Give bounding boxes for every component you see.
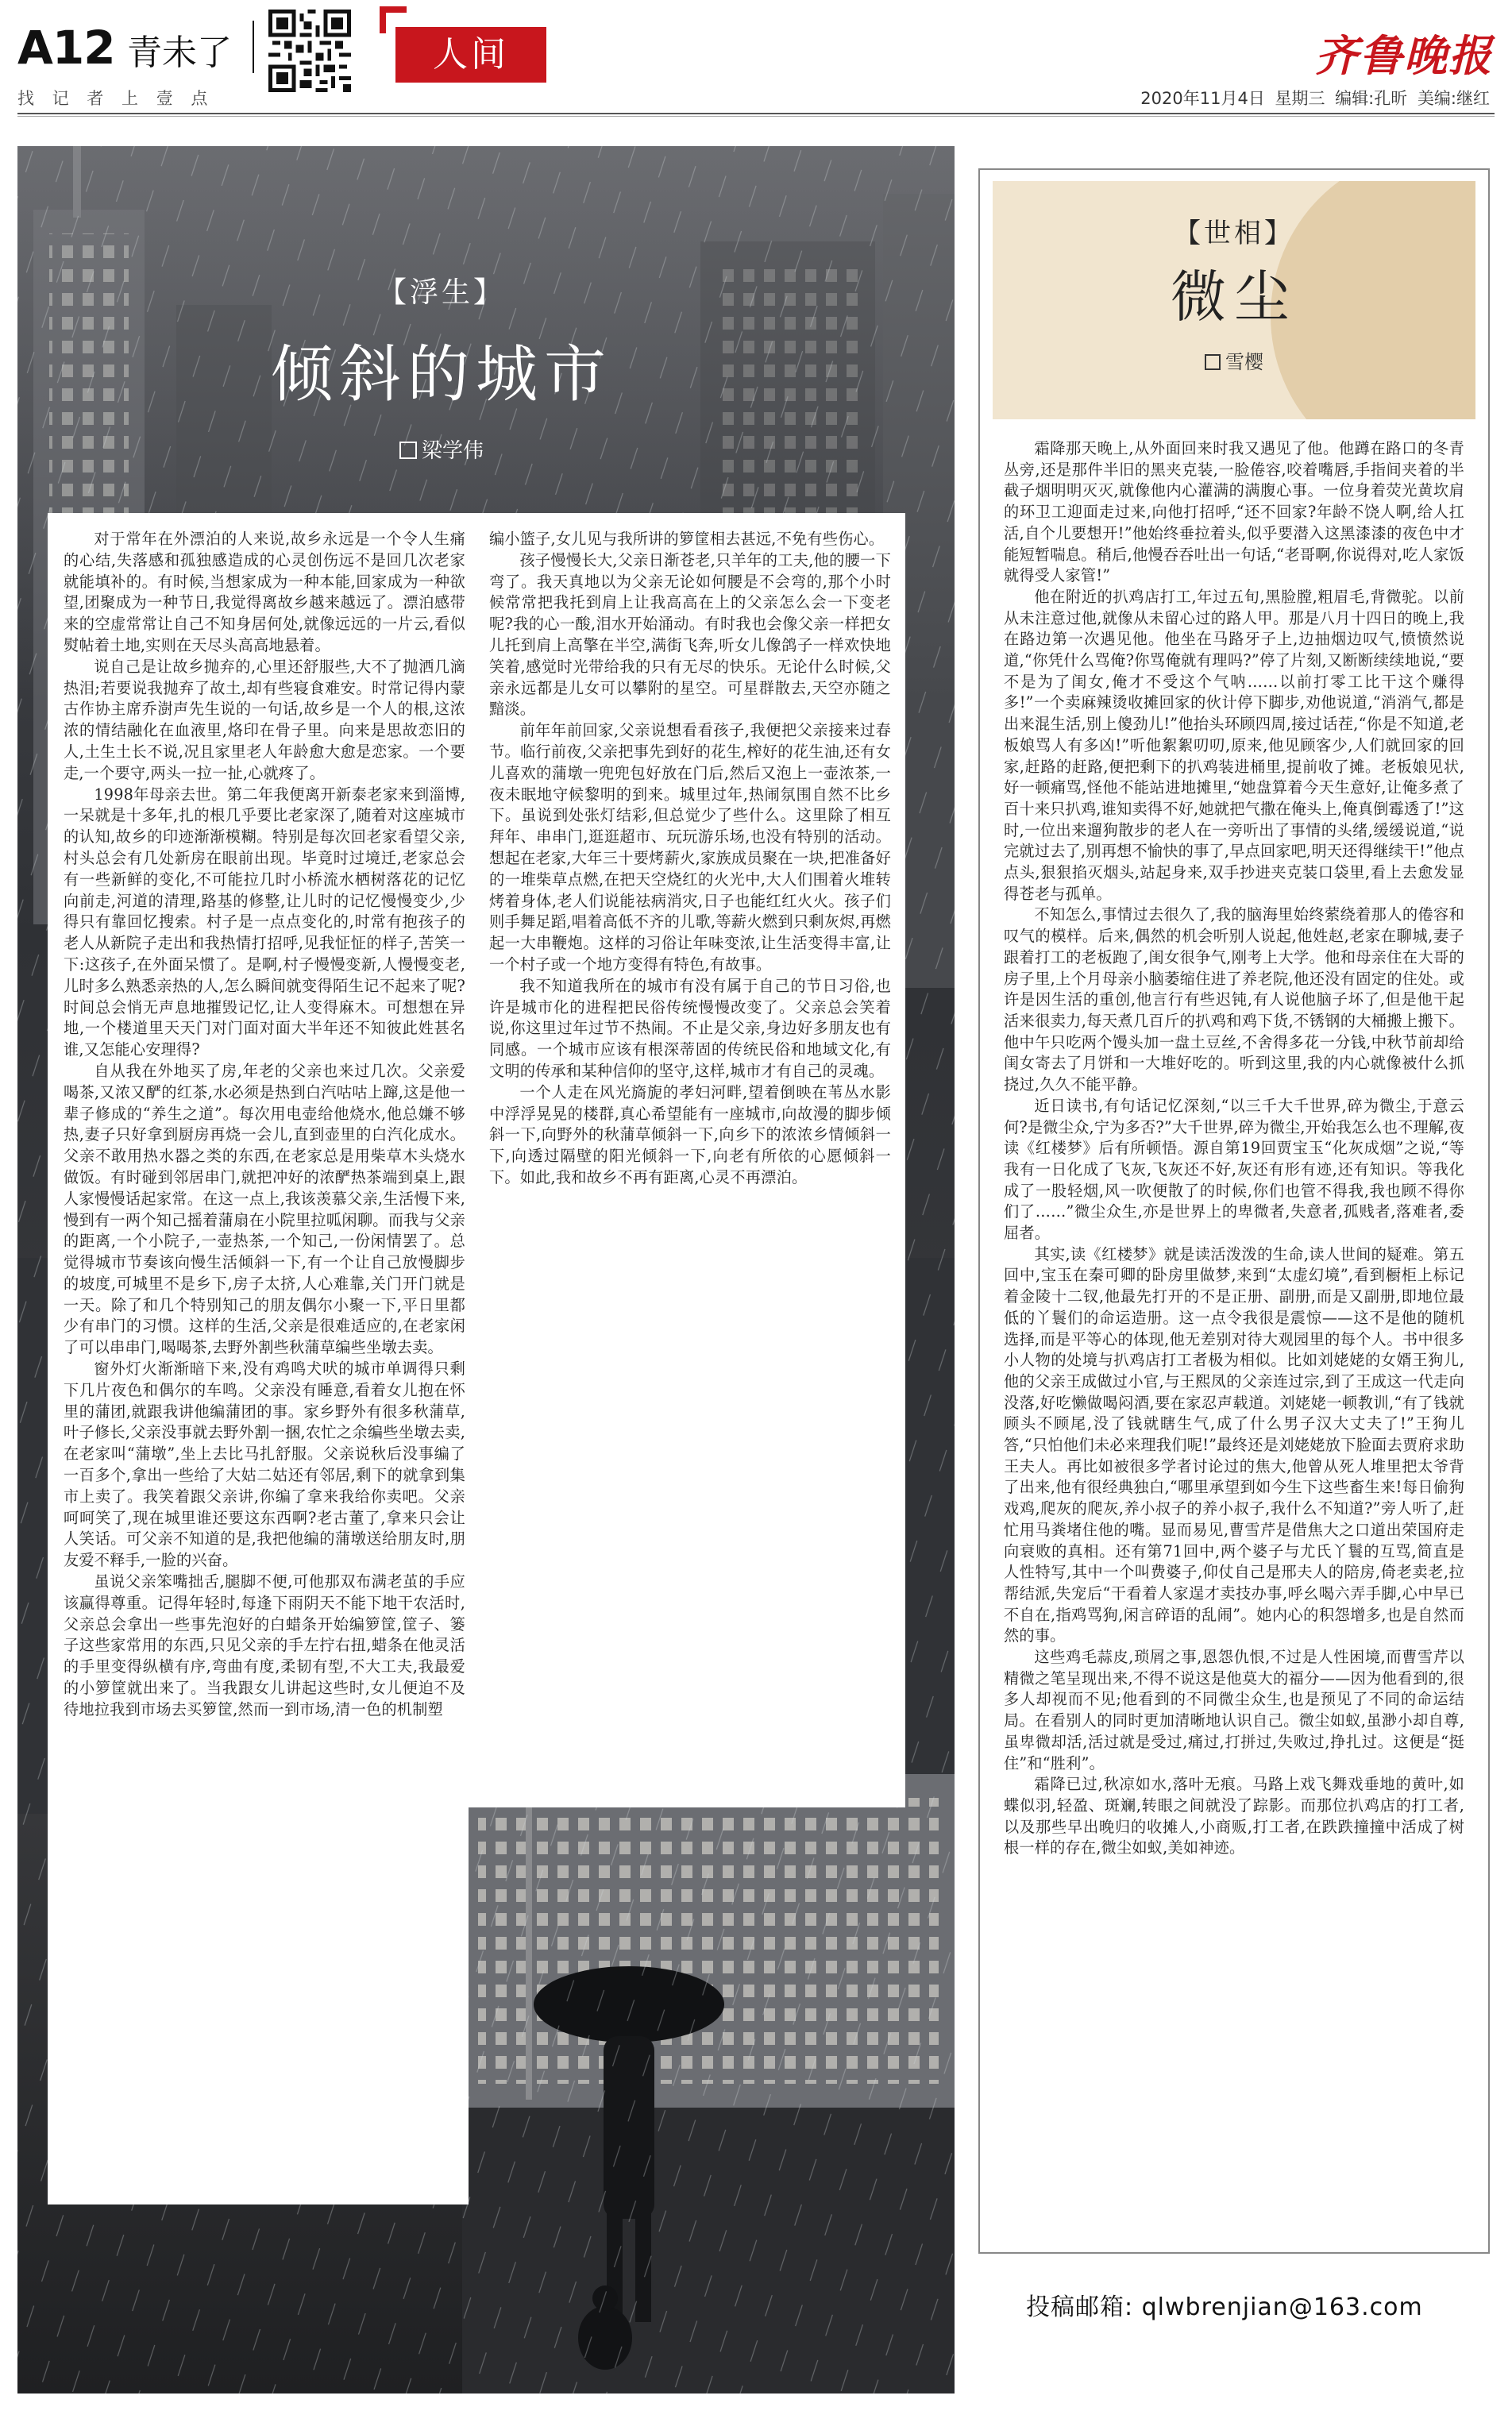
right-article [978,168,1493,2398]
right-article-frame [978,168,1490,2254]
page-number: A12 [17,21,115,75]
qr-code-icon[interactable] [268,10,351,92]
paragraph: 自从我在外地买了房,年老的父亲也来过几次。父亲爱喝茶,又浓又酽的红茶,水必须是热到白汽咕咕上蹿,这是他一辈子修成的“养生之道”。每次用电壶给他烧水,他总嫌不够热,妻子只好拿到厨房再烧一会儿,直到壶里的白汽化成水。父亲不敢用热水器之类的东西,在老家总是用柴草木头烧水做饭。有时碰到邻居串门,就把冲好的浓酽热茶端到桌上,跟人家慢慢话起家常。在这一点上,我该羡慕父亲,生活慢下来,慢到有一两个知己摇着蒲扇在小院里拉呱闲聊。而我与父亲的距离,一个小院子,一壶热茶,一个知己,一份闲情罢了。总觉得城市节奏该向慢生活倾斜一下,有一个让自己放慢脚步的坡度,可城里不是乡下,房子太挤,人心难靠,关门开门就是一天。除了和几个特别知己的朋友偶尔小聚一下,平日里都少有串门的习惯。这样的生活,父亲是很难适应的,在老家闲了可以串串门,喝喝茶,去野外割些秋蒲草编些坐墩去卖。 [64,1061,465,1357]
paragraph: 1998年母亲去世。第二年我便离开新泰老家来到淄博,一呆就是十多年,扎的根几乎要比老家深了,随着对这座城市的认知,故乡的印迹渐渐模糊。特别是每次回老家看望父亲,村头总会有几处新房在眼前出现。毕竟时过境迁,老家总会有一些新鲜的变化,不可能拉几时小桥流水栖树落花的记忆向前走,河道的清理,路基的修整,让儿时的记忆慢慢变少,少得只有靠回忆搜索。村子是一点点变化的,时常有抱孩子的老人从新院子走出和我热情打招呼,见我怔怔的样子,苦笑一下:这孩子,在外面呆惯了。是啊,村子慢慢变新,人慢慢变老,儿时多么熟悉亲热的人,怎么瞬间就变得陌生记不起来了呢?时间总会悄无声息地摧毁记忆,让人变得麻木。可想想在异地,一个楼道里天天门对门面对面大半年还不知彼此姓甚名谁,又怎能心安理得? [64,785,465,1059]
left-article-column-2 [489,529,891,1189]
paragraph: 我不知道我所在的城市有没有属于自己的节日习俗,也许是城市化的进程把民俗传统慢慢改变了。父亲总会笑着说,你这里过年过节不热闹。不止是父亲,身边好多朋友也有同感。一个城市应该有根深蒂固的传统民俗和地域文化,有文明的传承和某种信仰的坚守,这样,城市才有自己的灵魂。 [489,976,891,1080]
left-article-panel-extension [48,1807,469,2204]
header-rule [17,113,1495,114]
paragraph: 虽说父亲笨嘴拙舌,腿脚不便,可他那双布满老茧的手应该赢得尊重。记得年轻时,每逢下雨阴天不能下地干农活时,父亲总会拿出一些事先泡好的白蜡条开始编箩筐,筐子、篓子这些家常用的东西,只见父亲的手左拧右扭,蜡条在他灵活的手里变得纵横有序,弯曲有度,柔韧有型,不大工夫,我最爱的小箩筐就出来了。当我跟女儿讲起这些时,女儿便迫不及待地拉我到市场去买箩筐,然而一到市场,清一色的机制塑 [64,1572,465,1718]
paragraph: 孩子慢慢长大,父亲日渐苍老,只羊年的工夫,他的腰一下弯了。我天真地以为父亲无论如何腰是不会弯的,那个小时候常常把我托到肩上让我高高在上的父亲怎么会一下变老呢?我的心一酸,泪水开始涌动。有时我也会像父亲一样把女儿托到肩上高擎在半空,满街飞奔,听女儿像鸽子一样欢快地笑着,感觉时光带给我的只有无尽的快乐。无论什么时候,父亲永远都是儿女可以攀附的星空。可星群散去,天空亦随之黯淡。 [489,550,891,719]
right-article-author: 雪樱 [993,346,1475,374]
paragraph: 一个人走在风光旖旎的孝妇河畔,望着倒映在苇丛水影中浮浮晃晃的楼群,真心希望能有一座城市,向故漫的脚步倾斜一下,向野外的秋蒲草倾斜一下,向乡下的浓浓乡情倾斜一下,向透过隔壁的阳光倾斜一下,向老有所依的心愿倾斜一下。如此,我和故乡不再有距离,心灵不再漂泊。 [489,1082,891,1186]
paragraph: 近日读书,有句话记忆深刻,“以三千大千世界,碎为微尘,于意云何?是微尘众,宁为多否?”大千世界,碎为微尘,开始我怎么也不理解,夜读《红楼梦》后有所顿悟。源自第19回贾宝玉“化灰成烟”之说,“等我有一日化成了飞灰,飞灰还不好,灰还有形有迹,还有知识。等我化成了一股轻烟,风一吹便散了的时候,你们也管不得我,我也顾不得你们了……”微尘众生,亦是世界上的卑微者,失意者,孤贱者,落难者,委屈者。 [1004,1096,1464,1243]
header-divider [253,21,254,73]
left-article-author: 梁学伟 [235,434,648,464]
paragraph: 霜降已过,秋凉如水,落叶无痕。马路上戏飞舞戏垂地的黄叶,如蝶似羽,轻盈、斑斓,转眼之间就没了踪影。而那位扒鸡店的打工者,以及那些早出晚归的收摊人,小商贩,打工者,在跌跌撞撞中活成了树根一样的存在,微尘如蚁,美如神迹。 [1004,1775,1464,1857]
left-article-tag: 【浮生】 [377,276,505,309]
page-name: 青未了 [127,33,232,73]
section-label: 人间 [380,6,570,86]
left-article-title: 倾斜的城市 [270,339,612,411]
paragraph: 编小篮子,女儿见与我所讲的箩筐相去甚远,不免有些伤心。 [489,530,885,548]
paragraph: 说自己是让故乡抛弃的,心里还舒服些,大不了抛洒几滴热泪;若要说我抛弃了故土,却有些寝食难安。时常记得内蒙古作协主席乔澍声先生说的一句话,故乡是一个人的根,这浓浓的情结融化在血液里,烙印在骨子里。向来是思故恋旧的人,土生土长不说,况且家里老人年龄愈大愈是恋家。一个要走,一个要守,两头一拉一扯,心就疼了。 [64,657,465,782]
paragraph: 前年年前回家,父亲说想看看孩子,我便把父亲接来过春节。临行前夜,父亲把事先到好的花生,榨好的花生油,还有女儿喜欢的蒲墩一兜兜包好放在门后,然后又泡上一壶浓茶,一夜未眠地守候黎明的到来。城里过年,热闹氛围自然不比乡下。虽说到处张灯结彩,但总觉少了些什么。这里除了相互拜年、串串门,逛逛超市、玩玩游乐场,也没有特别的活动。想起在老家,大年三十要烤薪火,家族成员聚在一块,把准备好的一堆柴草点燃,在把天空烧红的火光中,大人们围着火堆转烤着身体,老人们说能祛病消灾,日子也能红红火火。孩子们则手舞足蹈,唱着高低不齐的儿歌,等薪火燃到只剩灰烬,再燃起一大串鞭炮。这样的习俗让年味变浓,让生活变得丰富,让一个村子或一个地方变得有特色,有故事。 [489,721,891,974]
right-article-title: 微尘 [1171,264,1298,330]
author-box-icon [1205,354,1221,370]
paragraph: 窗外灯火渐渐暗下来,没有鸡鸣犬吠的城市单调得只剩下几片夜色和偶尔的车鸣。父亲没有睡意,看着女儿抱在怀里的蒲团,就跟我讲他编蒲团的事。家乡野外有很多秋蒲草,叶子修长,父亲没事就去野外割一捆,农忙之余编些坐墩去卖,在老家叫“蒲墩”,坐上去比马扎舒服。父亲说秋后没事编了一百多个,拿出一些给了大姑二姑还有邻居,剩下的就拿到集市上卖了。我笑着跟父亲讲,你编了拿来我给你卖吧。父亲呵呵笑了,现在城里谁还要这东西啊?老古董了,拿来只会让人笑话。可父亲不知道的是,我把他编的蒲墩送给朋友时,朋友爱不释手,一脸的兴奋。 [64,1360,465,1570]
right-article-body [1004,438,1464,1859]
paragraph: 霜降那天晚上,从外面回来时我又遇见了他。他蹲在路口的冬青丛旁,还是那件半旧的黑夹克装,一脸倦容,咬着嘴唇,手指间夹着的半截子烟明明灭灭,就像他内心灌满的满腹心事。一位身着荧光黄坎肩的环卫工迎面走过来,向他打招呼,“还不回家?年龄不饶人啊,给人扛活,自个儿要想开!”他始终垂拉着头,似乎要潜入这黑漆漆的夜色中才能短暂喘息。稍后,他慢吞吞吐出一句话,“老哥啊,你说得对,吃人家饭就得受人家管!” [1004,439,1464,585]
paragraph: 这些鸡毛蒜皮,琐屑之事,恩怨仇恨,不过是人性困境,而曹雪芹以精微之笔呈现出来,不得不说这是他莫大的福分——因为他看到的,很多人却视而不见;他看到的不同微尘众生,也是预见了不同的命运结局。在看别人的同时更加清晰地认识自己。微尘如蚁,虽渺小却自尊,虽卑微却活,活过就是受过,痛过,打拼过,失败过,挣扎过。这便是“挺住”和“胜利”。 [1004,1648,1464,1772]
author-box-icon [399,442,417,459]
issue-meta: 2020年11月4日 星期三 编辑:孔昕 美编:继红 [1140,89,1490,108]
right-article-tag: 【世相】 [1174,218,1294,249]
header-rule-thin [17,116,1495,117]
paragraph: 其实,读《红楼梦》就是读活泼泼的生命,读人世间的疑难。第五回中,宝玉在秦可卿的卧房里做梦,来到“太虚幻境”,看到橱柜上标记着金陵十二钗,他最先打开的不是正册、副册,而是又副册,即地位最低的丫鬟们的命运造册。这一点令我很是震惊——这不是他的随机选择,而是平等心的体现,他无差别对待大观园里的每个人。书中很多小人物的处境与扒鸡店打工者极为相似。比如刘姥姥的女婿王狗儿,他的父亲王成做过小官,与王熙凤的父亲连过宗,到了王成这一代走向没落,好吃懒做喝闷酒,要在家忍声载道。刘姥姥一顿教训,“有了钱就顾头不顾尾,没了钱就瞎生气,成了什么男子汉大丈夫了!”王狗儿答,“只怕他们未必来理我们呢!”最终还是刘姥姥放下脸面去贾府求助王夫人。再比如被很多学者讨论过的焦大,他曾从死人堆里把太爷背了出来,他有很经典独白,“哪里承望到如今生下这些畜生来!每日偷狗戏鸡,爬灰的爬灰,养小叔子的养小叔子,我什么不知道?”旁人听了,赶忙用马粪堵住他的嘴。显而易见,曹雪芹是借焦大之口道出荣国府走向衰败的真相。还有第71回中,两个婆子与尤氏丫鬟的互骂,简直是人性特写,其中一个叫费婆子,仰仗自己是邢夫人的陪房,倚老卖老,拉帮结派,失宠后“干看着人家逞才卖技办事,呼幺喝六弄手脚,心中早已不自在,指鸡骂狗,闲言碎语的乱闹”。她内心的积怨增多,也是自然而然的事。 [1004,1244,1464,1645]
paragraph: 他在附近的扒鸡店打工,年过五旬,黑脸膛,粗眉毛,背微驼。以前从未注意过他,就像从未留心过的路人甲。那是八月十四日的晚上,我在路边第一次遇见他。他坐在马路牙子上,边抽烟边叹气,愤愤然说道,“你凭什么骂俺?你骂俺就有理吗?”停了片刻,又断断续续地说,“要不是为了闺女,俺才不受这个气呐……以前打零工比干这个赚得多!”一个卖麻辣烫收摊回家的伙计停下脚步,劝他说道,“消消气,都是出来混生活,别上傻劲儿!”他抬头环顾四周,接过话茬,“你是不知道,老板娘骂人有多凶!”听他絮絮叨叨,原来,他见顾客少,人们就回家的回家,赶路的赶路,便把剩下的扒鸡装进桶里,提前收了摊。老板娘见状,好一顿痛骂,怪他不能站进地摊里,“她盘算着今天生意好,让俺多煮了百十来只扒鸡,谁知卖得不好,她就把气撒在俺头上,俺真倒霉透了!”这时,一位出来遛狗散步的老人在一旁听出了事情的头绪,缓缓说道,“说完就过去了,别再想不愉快的事了,早点回家吧,明天还得继续干!”他点点头,狠狠掐灭烟头,站起身来,双手抄进夹克装口袋里,看上去愈发显得苍老与孤单。 [1004,587,1464,903]
paragraph: 对于常年在外漂泊的人来说,故乡永远是一个令人生痛的心结,失落感和孤独感造成的心灵创伤远不是回几次老家就能填补的。有时候,当想家成为一种本能,回家成为一种欲望,团聚成为一种节日,我觉得离故乡越来越远了。漂泊感带来的空虚常常让自己不知身居何处,就像远远的一片云,看似熨帖着土地,实则在天尽头高高地悬着。 [64,530,465,654]
contribution-email[interactable]: 投稿邮箱: qlwbrenjian@163.com [1026,2293,1423,2321]
left-article-heading [235,270,648,464]
newspaper-logo: 齐鲁晚报 [1315,30,1493,81]
page-header [0,0,1512,111]
paragraph: 不知怎么,事情过去很久了,我的脑海里始终萦绕着那人的倦容和叹气的模样。后来,偶然的机会听别人说起,他姓赵,老家在聊城,妻子跟着打工的老板跑了,闺女很争气,刚考上大学。他和母亲住在大哥的房子里,上个月母亲小脑萎缩住进了养老院,他还没有固定的住处。或许是因生活的重创,他言行有些迟钝,有人说他脑子坏了,但是他干起活来很卖力,每天煮几百斤的扒鸡和鸡下货,不锈钢的大桶搬上搬下。他中午只吃两个馒头加一盘土豆丝,不舍得多花一分钱,中秋节前却给闺女寄去了月饼和一大堆好吃的。听到这里,我的内心就像被什么抓挠过,久久不能平静。 [1004,905,1464,1094]
right-article-heading [993,181,1475,419]
header-slogan: 找 记 者 上 壹 点 [17,89,214,108]
left-article-column-1 [64,529,465,1721]
